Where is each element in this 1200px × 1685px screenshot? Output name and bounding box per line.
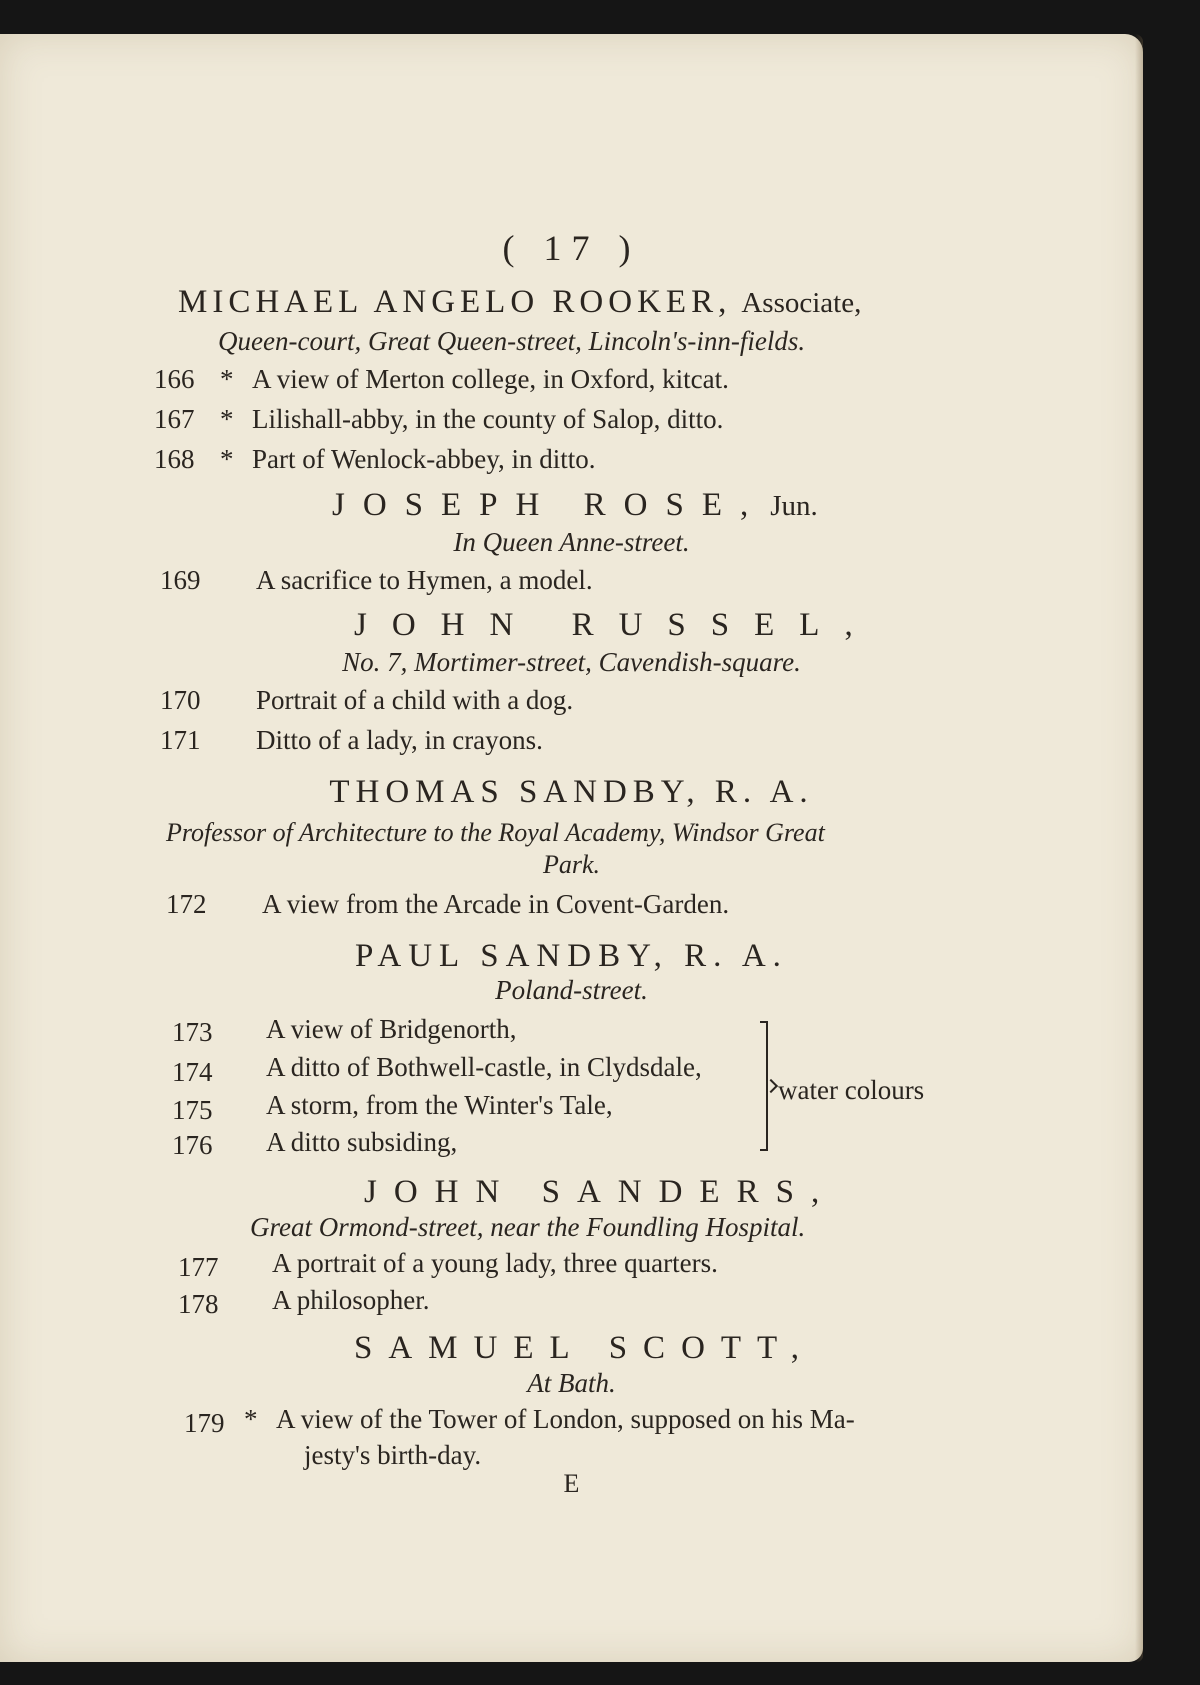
right-brace: [756, 1021, 768, 1151]
artist-address: Professor of Architecture to the Royal Academy, Windsor Great: [166, 818, 825, 847]
artist-name: JOHN SANDERS,: [364, 1174, 837, 1210]
artist-name: JOSEPH ROSE,: [332, 487, 767, 523]
catalogue-number: 169: [160, 565, 201, 595]
catalogue-number: 171: [160, 725, 201, 755]
catalogue-page: [0, 34, 1143, 1662]
artist-name: SAMUEL SCOTT,: [354, 1330, 816, 1366]
artist-title: Associate,: [741, 287, 862, 319]
asterisk-mark: *: [220, 364, 234, 394]
catalogue-number: 175: [172, 1095, 213, 1125]
artist-heading: [354, 609, 878, 642]
work-title: A ditto subsiding,: [266, 1127, 458, 1157]
artist-heading: [354, 1332, 815, 1365]
catalogue-number: 177: [178, 1252, 219, 1282]
work-title: Portrait of a child with a dog.: [256, 685, 574, 715]
artist-title: Jun.: [770, 490, 818, 522]
artist-heading: [364, 1176, 836, 1209]
work-title: A ditto of Bothwell-castle, in Clydsdale,: [266, 1052, 702, 1082]
work-title: A portrait of a young lady, three quarters.: [272, 1248, 718, 1278]
artist-address: Queen-court, Great Queen-street, Lincoln's-inn-fields.: [218, 326, 806, 356]
asterisk-mark: *: [220, 404, 234, 434]
catalogue-number: 174: [172, 1057, 213, 1087]
catalogue-number: 168: [154, 444, 195, 474]
catalogue-number: 179: [184, 1408, 225, 1438]
artist-heading: [0, 776, 1143, 809]
work-title: A view from the Arcade in Covent-Garden.: [262, 889, 730, 919]
artist-address: No. 7, Mortimer-street, Cavendish-square.: [342, 647, 801, 677]
catalogue-number: 178: [178, 1289, 219, 1319]
artist-name: JOHN RUSSEL,: [354, 607, 878, 643]
work-title: A philosopher.: [272, 1285, 430, 1315]
catalogue-number: 170: [160, 685, 201, 715]
artist-heading: [0, 940, 1143, 973]
artist-name: MICHAEL ANGELO ROOKER,: [178, 284, 732, 320]
work-title: A view of Bridgenorth,: [266, 1014, 517, 1044]
artist-address: Poland-street.: [495, 975, 648, 1005]
catalogue-number: 173: [172, 1017, 213, 1047]
work-title: Lilishall-abby, in the county of Salop, ditto.: [252, 404, 724, 434]
artist-address: Great Ormond-street, near the Foundling Hospital.: [250, 1212, 806, 1242]
work-title: A sacrifice to Hymen, a model.: [256, 565, 593, 595]
work-title-continued: jesty's birth-day.: [304, 1440, 482, 1470]
group-note: water colours: [778, 1075, 925, 1105]
catalogue-number: 166: [154, 364, 195, 394]
artist-address: In Queen Anne-street.: [453, 527, 690, 557]
work-title: A storm, from the Winter's Tale,: [266, 1090, 613, 1120]
asterisk-mark: *: [244, 1404, 258, 1434]
catalogue-number: 172: [166, 889, 207, 919]
work-title: A view of Merton college, in Oxford, kitcat.: [252, 364, 729, 394]
artist-address: At Bath.: [527, 1368, 616, 1398]
work-title: Ditto of a lady, in crayons.: [256, 725, 543, 755]
catalogue-number: 176: [172, 1130, 213, 1160]
artist-heading: [332, 489, 818, 522]
signature-mark: E: [563, 1469, 580, 1498]
catalogue-number: 167: [154, 404, 195, 434]
brace-point: [764, 1079, 778, 1093]
page-number: ( 17 ): [502, 228, 641, 268]
artist-name: PAUL SANDBY, R. A.: [355, 938, 788, 974]
artist-address-continued: Park.: [542, 850, 601, 879]
work-title: A view of the Tower of London, supposed on his Ma-: [276, 1404, 855, 1434]
artist-name: THOMAS SANDBY, R. A.: [329, 774, 814, 810]
work-title: Part of Wenlock-abbey, in ditto.: [252, 444, 596, 474]
artist-heading: [178, 286, 861, 319]
asterisk-mark: *: [220, 444, 234, 474]
